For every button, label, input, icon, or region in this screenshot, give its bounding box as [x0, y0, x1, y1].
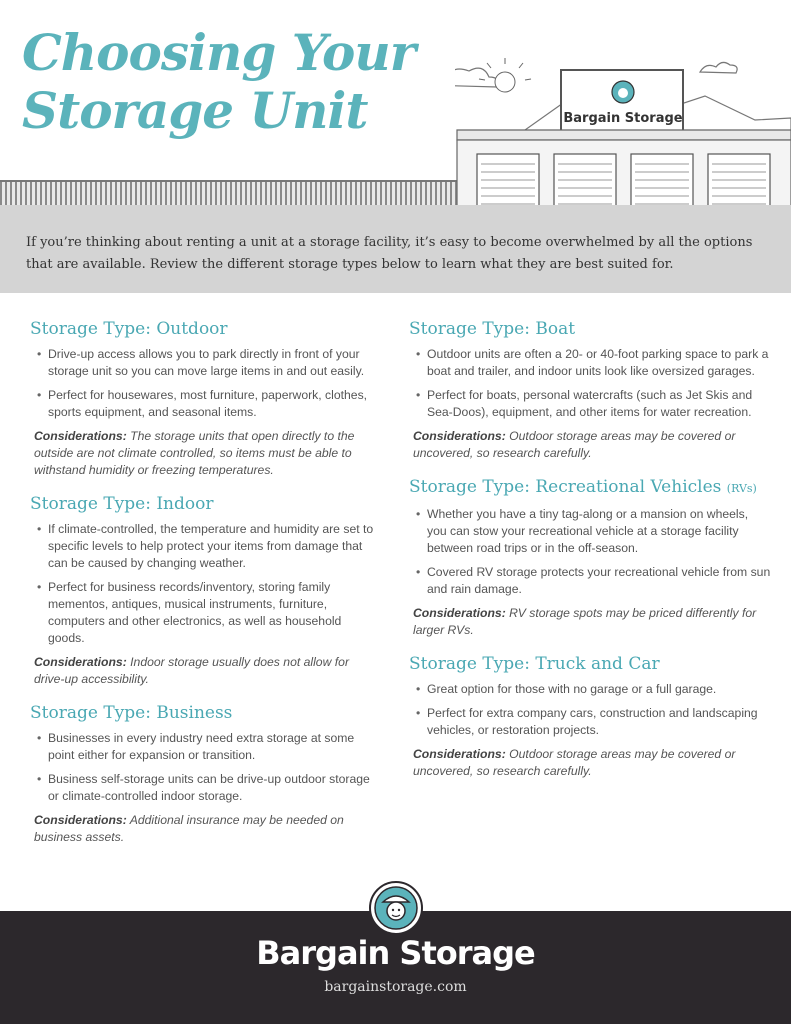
considerations [34, 812, 380, 846]
section-truck-car [409, 653, 771, 780]
section-title: Storage Type: Business [30, 703, 233, 723]
considerations-text: Outdoor storage areas may be covered or uncovered, so research carefully. [413, 747, 736, 778]
bullet-list [409, 506, 771, 598]
considerations-label: Considerations: [413, 606, 506, 620]
considerations-label: Considerations: [34, 813, 127, 827]
considerations-text: Outdoor storage areas may be covered or uncovered, so research carefully. [413, 429, 736, 460]
bullet-item: • Outdoor units are often a 20- or 40-foot parking space to park a boat and trailer, and indoor units look like oversized garages. [427, 346, 771, 380]
bullet-item: • Business self-storage units can be drive-up outdoor storage or climate-controlled indoor storage. [48, 771, 380, 805]
considerations-label: Considerations: [413, 747, 506, 761]
considerations [34, 654, 380, 688]
bullet-item: • Great option for those with no garage or a full garage. [427, 681, 771, 698]
section-title-suffix: (RVs) [726, 482, 757, 495]
considerations [413, 605, 771, 639]
sign-text: Bargain Storage [563, 111, 683, 126]
roof [457, 130, 791, 140]
footer-brand: Bargain Storage [256, 934, 535, 972]
section-indoor [30, 493, 380, 688]
footer-url[interactable]: bargainstorage.com [324, 979, 467, 995]
section-outdoor [30, 318, 380, 479]
section-title: Storage Type: Outdoor [30, 319, 228, 339]
section-boat [409, 318, 771, 462]
bullet-item: • Perfect for business records/inventory, storing family mementos, antiques, musical instruments, furniture, computers and other electronics, as well as household goods. [48, 579, 380, 647]
section-title [409, 476, 771, 500]
fence-illustration [0, 180, 460, 208]
considerations-text: Indoor storage usually does not allow for drive-up accessibility. [34, 655, 349, 686]
mascot-logo-icon [368, 880, 424, 936]
storage-building-illustration [455, 0, 791, 215]
considerations [34, 428, 380, 479]
cloud-icon [700, 62, 737, 73]
considerations-text: Additional insurance may be needed on business assets. [34, 813, 344, 844]
right-column [409, 318, 771, 794]
bullet-item: • Perfect for boats, personal watercrafts (such as Jet Skis and Sea-Doos), equipment, and other items for water recreation. [427, 387, 771, 421]
considerations [413, 746, 771, 780]
section-title: Storage Type: Boat [409, 319, 576, 339]
bullet-item: • Perfect for extra company cars, construction and landscaping vehicles, or restoration projects. [427, 705, 771, 739]
header [0, 0, 791, 205]
intro-text: If you’re thinking about renting a unit at a storage facility, it’s easy to become overwhelmed by all the options that are available. Review the different storage types below to learn what they are best suited for. [26, 235, 753, 272]
bullet-item: • Businesses in every industry need extra storage at some point either for expansion or transition. [48, 730, 380, 764]
bullet-list [409, 681, 771, 739]
bullet-item: • Perfect for housewares, most furniture, paperwork, clothes, sports equipment, and seasonal items. [48, 387, 380, 421]
considerations-label: Considerations: [34, 655, 127, 669]
left-column [30, 318, 380, 860]
section-business [30, 702, 380, 846]
bullet-item: • If climate-controlled, the temperature and humidity are set to specific levels to help protect your items from damage that can be caused by changing weather. [48, 521, 380, 572]
section-title: Storage Type: Indoor [30, 494, 214, 514]
cloud-icon [455, 68, 498, 87]
section-title-text: Storage Type: Recreational Vehicles [409, 477, 722, 497]
considerations [413, 428, 771, 462]
title-line-2: Storage Unit [22, 81, 368, 140]
title-line-1: Choosing Your [22, 23, 416, 82]
considerations-text: The storage units that open directly to the outside are not climate controlled, so items must be able to withstand humidity or freezing temperatures. [34, 429, 355, 477]
section-rv [409, 476, 771, 639]
bullet-item: • Drive-up access allows you to park directly in front of your storage unit so you can move large items in and out easily. [48, 346, 380, 380]
bullet-list [409, 346, 771, 421]
bullet-list [30, 346, 380, 421]
bullet-list [30, 521, 380, 647]
page-title [22, 24, 415, 140]
bullet-item: • Whether you have a tiny tag-along or a mansion on wheels, you can stow your recreational vehicle at a storage facility between road trips or in the off-season. [427, 506, 771, 557]
section-title: Storage Type: Truck and Car [409, 654, 660, 674]
bullet-item: • Covered RV storage protects your recreational vehicle from sun and rain damage. [427, 564, 771, 598]
considerations-label: Considerations: [413, 429, 506, 443]
bullet-list [30, 730, 380, 805]
considerations-label: Considerations: [34, 429, 127, 443]
considerations-text: RV storage spots may be priced differently for larger RVs. [413, 606, 757, 637]
